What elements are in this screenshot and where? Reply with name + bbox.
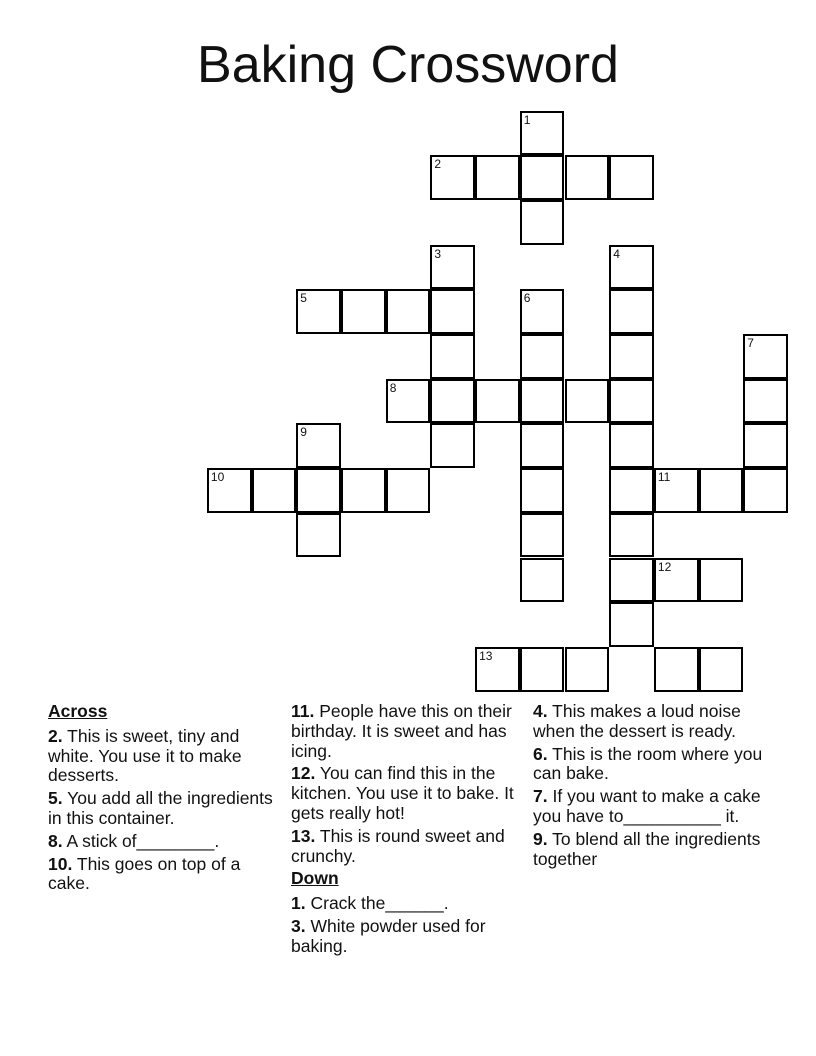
grid-cell[interactable]	[520, 513, 565, 558]
grid-cell[interactable]	[475, 647, 520, 692]
grid-cell[interactable]	[207, 468, 252, 513]
clue-number: 7	[747, 336, 754, 350]
across-heading: Across	[48, 701, 108, 721]
clue-down-7: 7. If you want to make a cake you have to__________ it.	[533, 786, 761, 826]
clue-across-8: 8. A stick of________.	[48, 830, 220, 851]
clue-number: 13	[479, 648, 493, 663]
grid-cell[interactable]	[430, 289, 475, 334]
clue-number: 4	[613, 246, 620, 261]
clue-number: 9	[300, 425, 307, 440]
grid-cell[interactable]	[520, 200, 565, 245]
grid-cell[interactable]	[520, 289, 565, 334]
clue-across-13: 13. This is round sweet and crunchy.	[291, 825, 505, 866]
clue-number: 2	[434, 157, 442, 172]
clues-column-2	[291, 702, 521, 960]
grid-cell[interactable]	[609, 468, 654, 513]
clue-down-3: 3. White powder used for baking.	[291, 915, 486, 956]
grid-cell[interactable]	[609, 558, 654, 603]
clue-number: 3	[434, 246, 442, 261]
grid-cell[interactable]	[743, 379, 788, 424]
grid-cell[interactable]	[520, 558, 565, 603]
clue-number: 8	[389, 380, 397, 395]
clue-number: 6	[523, 291, 531, 306]
grid-cell[interactable]	[430, 155, 475, 200]
grid-cell[interactable]	[475, 155, 520, 200]
grid-cell[interactable]	[699, 468, 744, 513]
grid-cell[interactable]	[386, 468, 431, 513]
grid-cell[interactable]	[609, 602, 654, 647]
grid-cell[interactable]	[743, 423, 788, 468]
grid-cell[interactable]	[609, 513, 654, 558]
grid-cell[interactable]	[699, 647, 744, 692]
grid-cell[interactable]	[609, 334, 654, 379]
grid-cell[interactable]	[341, 289, 386, 334]
clue-down-9: 9. To blend all the ingredients together	[533, 828, 761, 869]
grid-cell[interactable]	[565, 647, 610, 692]
grid-cell[interactable]	[520, 647, 565, 692]
grid-cell[interactable]	[565, 155, 610, 200]
grid-cell[interactable]	[475, 379, 520, 424]
down-heading: Down	[291, 868, 339, 889]
clues-column-1	[48, 702, 278, 897]
grid-cell[interactable]	[430, 245, 475, 290]
grid-cell[interactable]	[296, 423, 341, 468]
grid-cell[interactable]	[609, 245, 654, 290]
clue-down-6: 6. This is the room where you can bake.	[533, 743, 763, 784]
grid-cell[interactable]	[296, 513, 341, 558]
clue-number: 10	[210, 470, 225, 485]
grid-cell[interactable]	[609, 289, 654, 334]
grid-cell[interactable]	[743, 334, 788, 379]
clues-column-3	[533, 702, 773, 872]
clue-number: 5	[300, 291, 307, 306]
grid-cell[interactable]	[430, 423, 475, 468]
grid-cell[interactable]	[341, 468, 386, 513]
grid-cell[interactable]	[699, 558, 744, 603]
grid-cell[interactable]	[430, 379, 475, 424]
grid-cell[interactable]	[296, 289, 341, 334]
clue-across-10: 10. This goes on top of a cake.	[48, 853, 241, 894]
clue-down-1: 1. Crack the______.	[291, 893, 449, 914]
grid-cell[interactable]	[654, 558, 699, 603]
clue-across-12: 12. You can find this in the kitchen. You use it to bake. It gets really hot!	[291, 763, 514, 823]
grid-cell[interactable]	[743, 468, 788, 513]
grid-cell[interactable]	[296, 468, 341, 513]
grid-cell[interactable]	[565, 379, 610, 424]
clue-across-11: 11. People have this on their birthday. It is sweet and has icing.	[291, 701, 512, 761]
grid-cell[interactable]	[386, 289, 431, 334]
clue-across-5: 5. You add all the ingredients in this container.	[48, 788, 273, 828]
grid-cell[interactable]	[520, 379, 565, 424]
clue-number: 12	[657, 559, 672, 574]
grid-cell[interactable]	[654, 647, 699, 692]
page-title: Baking Crossword	[197, 36, 619, 94]
grid-cell[interactable]	[430, 334, 475, 379]
grid-cell[interactable]	[520, 423, 565, 468]
grid-cell[interactable]	[520, 111, 565, 156]
grid-cell[interactable]	[386, 379, 431, 424]
grid-cell[interactable]	[609, 379, 654, 424]
grid-cell[interactable]	[609, 423, 654, 468]
grid-cell[interactable]	[609, 155, 654, 200]
clue-number: 1	[523, 112, 531, 127]
clue-across-2: 2. This is sweet, tiny and white. You use it to make desserts.	[48, 725, 242, 786]
grid-cell[interactable]	[520, 155, 565, 200]
grid-cell[interactable]	[252, 468, 297, 513]
grid-cell[interactable]	[520, 468, 565, 513]
clue-number: 11	[657, 470, 671, 485]
clue-down-4: 4. This makes a loud noise when the dessert is ready.	[533, 701, 741, 741]
grid-cell[interactable]	[520, 334, 565, 379]
grid-cell[interactable]	[654, 468, 699, 513]
